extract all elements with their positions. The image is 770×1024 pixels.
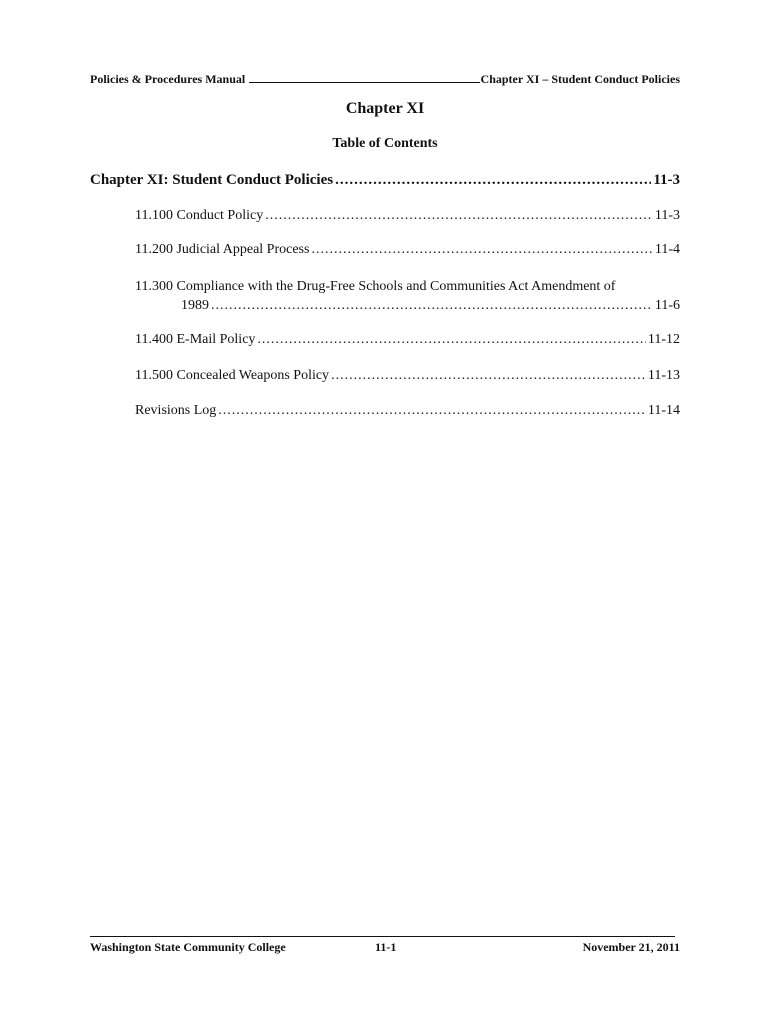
toc-entry-page: 11-3 bbox=[653, 172, 680, 188]
toc-entry-page: 11-4 bbox=[654, 242, 680, 257]
header-manual-title: Policies & Procedures Manual bbox=[90, 72, 246, 86]
toc-entry-judicial-appeal[interactable] bbox=[135, 241, 680, 259]
toc-entry-conduct-policy[interactable] bbox=[135, 207, 680, 225]
header-chapter-title: Chapter XI – Student Conduct Policies bbox=[480, 72, 680, 86]
footer-date: November 21, 2011 bbox=[582, 940, 680, 954]
toc-entry-label: 1989 bbox=[181, 298, 209, 313]
chapter-title: Chapter XI bbox=[345, 100, 425, 117]
footer-rule bbox=[90, 936, 675, 937]
toc-entry-drug-free[interactable] bbox=[181, 297, 680, 315]
toc-title: Table of Contents bbox=[332, 136, 438, 151]
header-rule bbox=[249, 82, 479, 83]
toc-leader-dots bbox=[218, 402, 646, 420]
toc-entry-drug-free-line1[interactable]: 11.300 Compliance with the Drug-Free Schools and Communities Act Amendment of bbox=[135, 279, 616, 294]
footer-institution: Washington State Community College bbox=[90, 940, 286, 954]
toc-entry-label: 11.400 E-Mail Policy bbox=[135, 332, 256, 347]
toc-leader-dots bbox=[311, 241, 652, 259]
toc-entry-label: 11.200 Judicial Appeal Process bbox=[135, 242, 310, 257]
toc-leader-dots bbox=[211, 297, 653, 315]
page-footer bbox=[90, 940, 680, 956]
toc-entry-label: 11.500 Concealed Weapons Policy bbox=[135, 368, 330, 383]
toc-leader-dots bbox=[265, 207, 653, 225]
toc-entry-page: 11-13 bbox=[647, 368, 680, 383]
toc-entry-page: 11-3 bbox=[654, 208, 680, 223]
toc-entry-label: 11.100 Conduct Policy bbox=[135, 208, 264, 223]
page-header bbox=[90, 70, 680, 86]
toc-entry-page: 11-14 bbox=[647, 403, 680, 418]
toc-entry-label: Revisions Log bbox=[135, 403, 217, 418]
footer-page-number: 11-1 bbox=[375, 940, 397, 954]
toc-leader-dots bbox=[257, 331, 645, 349]
toc-leader-dots bbox=[335, 171, 651, 189]
toc-entry-concealed-weapons[interactable] bbox=[135, 367, 680, 385]
toc-entry-page: 11-12 bbox=[647, 332, 680, 347]
toc-entry-email-policy[interactable] bbox=[135, 331, 680, 349]
toc-entry-label: Chapter XI: Student Conduct Policies bbox=[90, 172, 334, 188]
toc-entry-revisions-log[interactable] bbox=[135, 402, 680, 420]
toc-leader-dots bbox=[331, 367, 646, 385]
toc-main-entry[interactable] bbox=[90, 171, 680, 189]
toc-entry-page: 11-6 bbox=[654, 298, 680, 313]
